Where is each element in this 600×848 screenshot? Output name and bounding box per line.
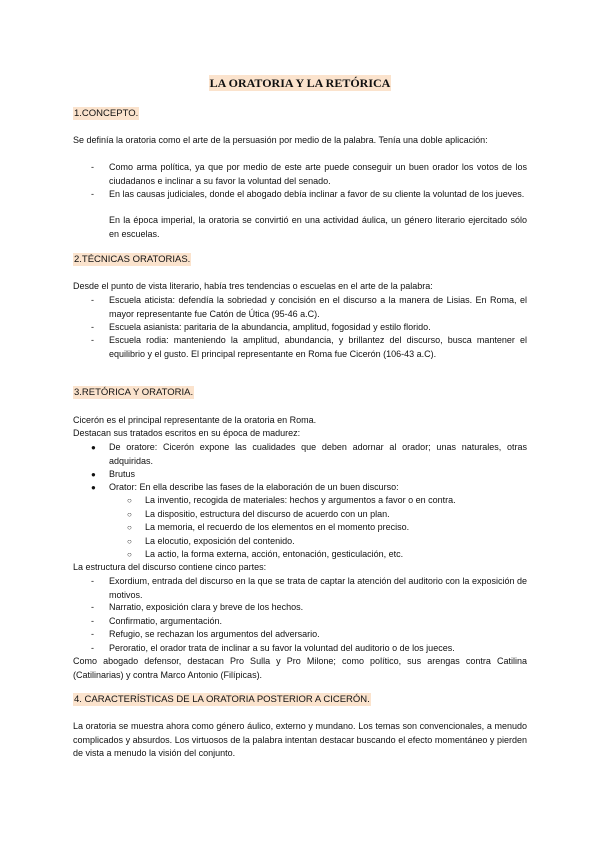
document-page: LA ORATORIA Y LA RETÓRICA 1.CONCEPTO. Se definía la oratoria como el arte de la persuasión por medio de la palabra. Tenía una doble aplicación: - Como arma política, ya que por medio de este arte puede conseguir un buen orador los votos de los ciudadanos e inclinar a su favor la voluntad del senado. - En las causas judiciales, donde el abogado debía inclinar a favor de su cliente la voluntad de los jueves. En la época imperial, la oratoria se convirtió en una actividad áulica, un género literario ejercitado sólo en escuelas. 2.TÉCNICAS ORATORIAS. Desde el punto de vista literario, había tres tendencias o escuelas en el arte de la palabra: - Escuela aticista: defendía la sobriedad y concisión en el discurso a la manera de Lisias. En Roma, el mayor representante fue Catón de Útica (95-46 a.C). - Escuela asianista: paritaria de la abundancia, amplitud, fogosidad y estilo florido. - Escuela rodia: manteniendo la amplitud, abundancia, y brillantez del discurso, busca mantener el equilibrio y el gusto. El principal representante en Roma fue Cicerón (106-43 a.C). 3.RETÓRICA Y ORATORIA. Cicerón es el principal representante de la oratoria en Roma. Destacan sus tratados escritos en su época de madurez: ● De oratore: Cicerón expone las cualidades que deben adornar al orador; unas naturales, otras adquiridas. ● Brutus ● Orator: En ella describe las fases de la elaboración de un buen discurso: ○ La inventio, recogida de materiales: hechos y argumentos a favor o en contra. ○ La dispositio, estructura del discurso de acuerdo con un plan. ○ La memoria, el recuerdo de los elementos en el momento preciso. ○ La elocutio, exposición del contenido. ○ La actio, la forma externa, acción, entonación, gesticulación, etc. La estructura del discurso contiene cinco partes: - Exordium, entrada del discurso en la que se trata de captar la atención del auditorio con la exposición de motivos. - Narratio, exposición clara y breve de los hechos. - Confirmatio, argumentación. - Refugio, se rechazan los argumentos del adversario. - Peroratio, el orador trata de inclinar a su favor la voluntad del auditorio o de los jueces. Como abogado defensor, destacan Pro Sulla y Pro Milone; como político, sus arengas contra Catilina (Catilinarias) y contra Marco Antonio (Filípicas). 4. CARACTERÍSTICAS DE LA ORATORIA POSTERIOR A CICERÓN. La oratoria se muestra ahora como género áulico, externo y mundano. Los temas son convencionales, a menudo complicados y absurdos. Los virtuosos de la palabra intentan destacar buscando el efecto momentáneo y pierden de vista a menudo la visión del conjunto. [0,0,600,848]
paragraph: Se definía la oratoria como el arte de la persuasión por medio de la palabra. Tenía una doble aplicación: [73,135,488,145]
dash-marker: - [91,643,94,653]
dash-marker: - [91,576,94,586]
section-heading-retorica: 3.RETÓRICA Y ORATORIA. [74,387,194,398]
circle-marker: ○ [127,510,132,519]
paragraph: Destacan sus tratados escritos en su época de madurez: [73,428,301,438]
paragraph: La oratoria se muestra ahora como género áulico, externo y mundano. Los temas son convencionales, a menudo complicados y absurdos. Los virtuosos de la palabra intentan destacar buscando el efecto momentáneo y pierden de vista a menudo la visión del conjunto. [73,721,527,758]
circle-marker: ○ [127,523,132,532]
section-heading-caracteristicas: 4. CARACTERÍSTICAS DE LA ORATORIA POSTERIOR A CICERÓN. [74,694,370,705]
dash-marker: - [91,602,94,612]
dash-marker: - [91,189,94,199]
circle-marker: ○ [127,550,132,559]
dash-marker: - [91,162,94,172]
paragraph: En la época imperial, la oratoria se convirtió en una actividad áulica, un género literario ejercitado sólo en escuelas. [109,215,527,239]
paragraph: La estructura del discurso contiene cinco partes: [73,562,267,572]
paragraph: Cicerón es el principal representante de la oratoria en Roma. [73,415,317,425]
dash-marker: - [91,629,94,639]
paragraph: Desde el punto de vista literario, había tres tendencias o escuelas en el arte de la palabra: [73,281,433,291]
bullet-marker: ● [91,470,96,479]
bullet-marker: ● [91,443,96,452]
document-title: LA ORATORIA Y LA RETÓRICA [209,76,391,90]
circle-marker: ○ [127,496,132,505]
section-heading-tecnicas: 2.TÉCNICAS ORATORIAS. [74,254,191,265]
bullet-marker: ● [91,483,96,492]
dash-marker: - [91,616,94,626]
dash-marker: - [91,295,94,305]
paragraph: Como abogado defensor, destacan Pro Sulla y Pro Milone; como político, sus arengas contra Catilina (Catilinarias) y contra Marco Antonio (Filípicas). [73,656,527,680]
circle-marker: ○ [127,537,132,546]
dash-marker: - [91,322,94,332]
section-heading-concepto: 1.CONCEPTO. [74,108,139,119]
dash-marker: - [91,335,94,345]
